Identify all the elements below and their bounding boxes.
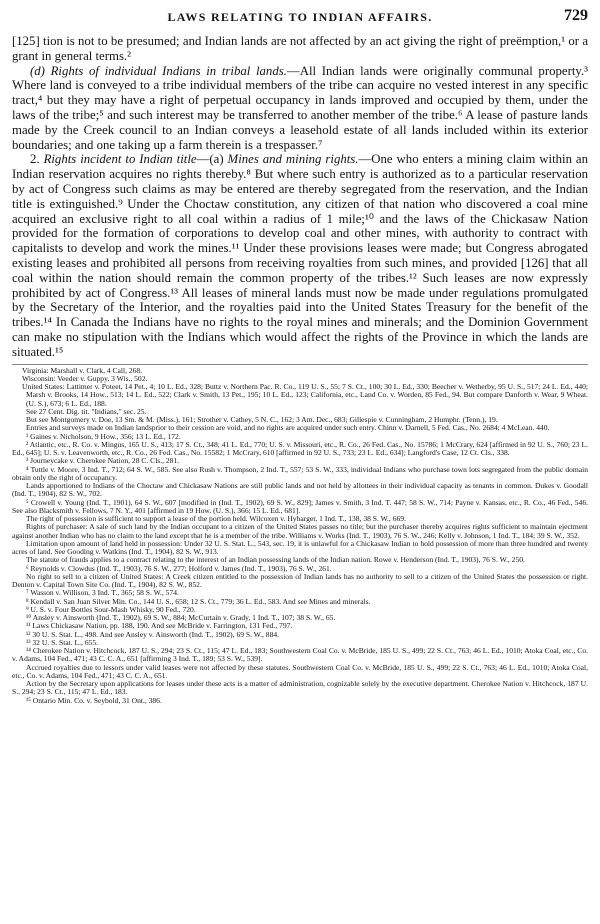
footnote: ⁶ Reynolds v. Clowdus (Ind. T., 1903), 76 S. W., 277; Holford v. James (Ind. T., 1903), 76 S. W., 261. <box>26 563 332 573</box>
footnote: ² Atlantic, etc., R. Co. v. Mingus, 165 U. S., 413; 17 S. Ct., 348; 41 L. Ed., 770; U. S. v. Missouri, etc., R. Co., 26 Fed. Cas., No. 15786; 1 McCrary, 624 [affirmed in 92 U. S., 760; 23 L. Ed., 645]; U. S. v. Leavenworth, etc., R. Co., 26 Fed. Cas., No. 15582; 1 McCrary, 610 [affirmed in 92 U. S., 733; 23 L. Ed., 634]; Langford's Case, 12 Ct. Cls., 338. <box>12 439 588 458</box>
footnote: ¹² 30 U. S. Stat. L., 498. And see Ansley v. Ainsworth (Ind. T., 1902), 69 S. W., 884. <box>26 629 280 639</box>
footnote: ⁹ U. S. v. Four Bottles Sour-Mash Whisky, 90 Fed., 720. <box>26 604 196 614</box>
header-title: LAWS RELATING TO INDIAN AFFAIRS. <box>167 10 433 24</box>
footnote: Accrued royalties due to lessors under valid leases were not affected by these statutes. Southwestern Coal Co. v. McBride, 185 U. S., 499; 22 S. Ct., 763; 46 L. Ed., 1010; Atoka Coal, etc., Co. v. Adams, 104 Fed., 471; 43 C. C. A., 651. <box>12 662 588 680</box>
page-number: 729 <box>564 7 588 24</box>
paragraph-mining-rights <box>12 152 588 359</box>
subsection-heading-mines: Mines and mining rights. <box>227 152 359 167</box>
footnotes-section <box>12 367 588 705</box>
main-text <box>12 34 588 360</box>
footnote: ¹⁰ Ansley v. Ainsworth (Ind. T., 1902), 69 S. W., 884; McCurtain v. Grady, 1 Ind. T., 107; 38 S. W., 65. <box>26 613 336 623</box>
footnote: Lands apportioned to Indians of the Choctaw and Chickasaw Nations are still public lands and not held by allottees in their individual capacity as tenants in common. Dukes v. Goodall (Ind. T., 1904), 82 S. W., 702. <box>12 481 588 499</box>
footnote: ¹⁵ Ontario Min. Co. v. Seybold, 31 Ont., 386. <box>26 695 162 705</box>
section-heading-rights-incident: Rights incident to Indian title <box>43 152 197 167</box>
paragraph-preemption: [125] tion is not to be presumed; and Indian lands are not affected by an act giving the right of preëmption,¹ or a grant in general terms.² <box>12 34 588 63</box>
section-number: 2. <box>30 152 44 167</box>
footnote: ¹⁴ Cherokee Nation v. Hitchcock, 187 U. S., 294; 23 S. Ct., 115; 47 L. Ed., 183; Southwestern Coal Co. v. McBride, 185 U. S., 499; 22 S. Ct., 763; 46 L. Ed., 1010; Atoka Coal, etc., Co. v. Adams, 104 Fed., 471; 43 C. C. A., 651 [affirming 3 Ind. T., 189; 53 S. W., 539]. <box>12 646 588 664</box>
footnote: See 27 Cent. Dig. tit. "Indians," sec. 25. <box>26 406 147 416</box>
footnote: Rights of purchaser: A sale of such land by the Indian occupant to a citizen of the United States passes no title; but the purchaser thereby acquires rights sufficient to maintain ejectment against another Indian who has no claim to the land except that he is a member of the tribe. Williams v. Works (Ind. T., 1903), 76 S. W., 246; Kelly v. Johnson, 1 Ind. T., 184; 39 S. W., 352. <box>12 522 588 540</box>
footnote: ⁴ Tuttle v. Moore, 3 Ind. T., 712; 64 S. W., 585. See also Rush v. Thompson, 2 Ind. T., 557; 53 S. W., 333, individual Indians who purchase town lots segregated from the public domain obtain only the right of occupancy. <box>12 464 588 482</box>
footnote: The statute of frauds applies to a contract relating to the interest of an Indian possessing lands of the Indian nation. Rowe v. Henderson (Ind. T., 1903), 76 S. W., 250. <box>26 555 525 565</box>
footnote: Wisconsin: Veeder v. Guppy, 3 Wis., 502. <box>22 373 148 383</box>
paragraph-individual-rights <box>12 64 588 153</box>
running-header <box>12 7 588 30</box>
footnote: No right to sell to a citizen of United States: A Creek citizen entitled to the possession of Indian lands has no authority to sell to a citizen of the United States the possession or right. Denton v. Capital Town Site Co. (Ind. T., 1904), 82 S. W., 852. <box>12 571 588 590</box>
footnote: ¹³ 32 U. S. Stat. L., 655. <box>26 637 99 647</box>
footnote: ¹ Gaines v. Nicholson, 9 How., 356; 13 L. Ed., 172. <box>26 431 181 441</box>
footnote: ⁵ Crowell v. Young (Ind. T., 1901), 64 S. W., 607 [modified in (Ind. T., 1902), 69 S. W., 829]; James v. Smith, 3 Ind. T. 447; 58 S. W., 714; Payne v. Kansas, etc., R. Co., 46 Fed., 546. See also Blacksmith v. Fellows, 7 N. Y., 401 [affirmed in 19 How. (U. S.), 366; 15 L. Ed., 681]. <box>12 497 588 515</box>
footnote: Entries and surveys made on Indian landsprior to their cession are void, and no rights are acquired under such entry. Chinn v. Darnell, 5 Fed. Cas., No. 2684; 4 McLean. 440. <box>26 423 550 433</box>
footnote: Action by the Secretary upon applications for leases under these acts is a matter of administration, cognizable solely by the executive department. Cherokee Nation v. Hitchcock, 187 U. S., 294; 23 S. Ct., 115; 47 L. Ed., 183. <box>12 679 588 697</box>
footnote: ¹¹ Laws Chickasaw Nation, pp. 188, 190. And see McBride v. Farrington, 131 Fed., 797. <box>26 621 293 631</box>
footnote-divider <box>12 364 588 365</box>
footnote: ⁷ Wasson v. Willison, 3 Ind. T., 365; 58 S. W., 574. <box>26 588 179 598</box>
footnote: Virginia: Marshall v. Clark, 4 Call, 268. <box>22 365 143 375</box>
paragraph-mining-rights-body: —One who enters a mining claim within an Indian reservation acquires no rights thereby.⁸ But where such entry is authorized as to a particular reservation by act of Congress such claims as may be entered are thereby segregated from the reservation, and the Indian title is extinguished.⁹ Under the Choctaw constitution, any citizen of that nation who discovered a coal mine acquired an exclusive right to all coal within a radius of 1 mile;¹⁰ and the laws of the Chickasaw Nation provided for the formation of corporations to develop coal and other mines, with authority to contract with capitalists to develop and work the mines.¹¹ Under these provisions leases were made; but Congress abrogated existing leases and prohibited all persons from receiving royalties from such mines, and provided [126] that all coal within the nation should remain the common property of the tribes.¹² Such leases are now expressly prohibited by act of Congress.¹³ All leases of mineral lands must now be made under regulations promulgated by the Secretary of the Interior, and the royalties paid into the United States Treasury for the benefit of the tribes.¹⁴ In Canada the Indians have no rights to the royal mines and minerals; and the Dominion Government can make no stipulation with the Indians which would affect the rights of the Province in which the lands are situated.¹⁵ <box>12 152 589 359</box>
footnote: ⁸ Kendall v. San Juan Silver Min. Co., 144 U. S., 658; 12 S. Ct., 779; 36 L. Ed., 583. And see Mines and minerals. <box>26 596 371 606</box>
section-heading-individual-rights: (d) Rights of individual Indians in tribal lands. <box>30 63 287 78</box>
footnote: United States: Lattimer v. Poteet, 14 Pet., 4; 10 L. Ed., 328; Buttz v. Northern Pac. R. Co., 119 U. S., 55; 7 S. Ct., 100; 30 L. Ed., 330; Beecher v. Wetherby, 95 U. S., 517; 24 L. Ed., 440; Marsh v. Brooks, 14 How., 513; 14 L. Ed., 522; Clark v. Smith, 13 Pet., 195; 10 L. Ed., 123; California, etc., Land Co. v. Worden, 85 Fed., 94. But compare Danforth v. Wear, 9 Wheat. (U. S.), 673; 6 L. Ed., 188. <box>22 382 588 408</box>
subsection-marker: —(a) <box>196 152 228 167</box>
footnote: The right of possession is sufficient to support a lease of the portion held. Wilcoxen v. Hybarger, 1 Ind. T., 138, 38 S. W., 669. <box>26 514 406 524</box>
paragraph-individual-rights-body: —All Indian lands were originally communal property.³ Where land is conveyed to a tribe individual members of the tribe can acquire no vested interest in any specific tract,⁴ but they may have a right of perpetual occupancy in lands improved and occupied by them, under the laws of the tribe;⁵ and such interest may be transferred to another member of the tribe.⁶ A lease of pasture lands made by the Creek council to an Indian conveys a leasehold estate of all lands included within its exterior boundaries; and one taking up a farm therein is a trespasser.⁷ <box>12 63 588 152</box>
footnote: ³ Journeycake v. Cherokee Nation, 28 C. Cls., 281. <box>26 456 180 466</box>
footnote: But see Montgomery v. Doe, 13 Sm. & M. (Miss.), 161; Strother v. Cathey, 5 N. C., 162; 3 Am. Dec., 683; Gillespie v. Cunningham, 2 Humphr. (Tenn.), 19. <box>26 415 498 425</box>
footnote: Limitation upon amount of land held in possession: Under 32 U. S. Stat. L., 543, sec. 19, it is unlawful for a Chickasaw Indian to hold possession of more than three hundred and twenty acres of land. See Gooding v. Watkins (Ind. T., 1904), 82 S. W., 913. <box>12 538 588 557</box>
